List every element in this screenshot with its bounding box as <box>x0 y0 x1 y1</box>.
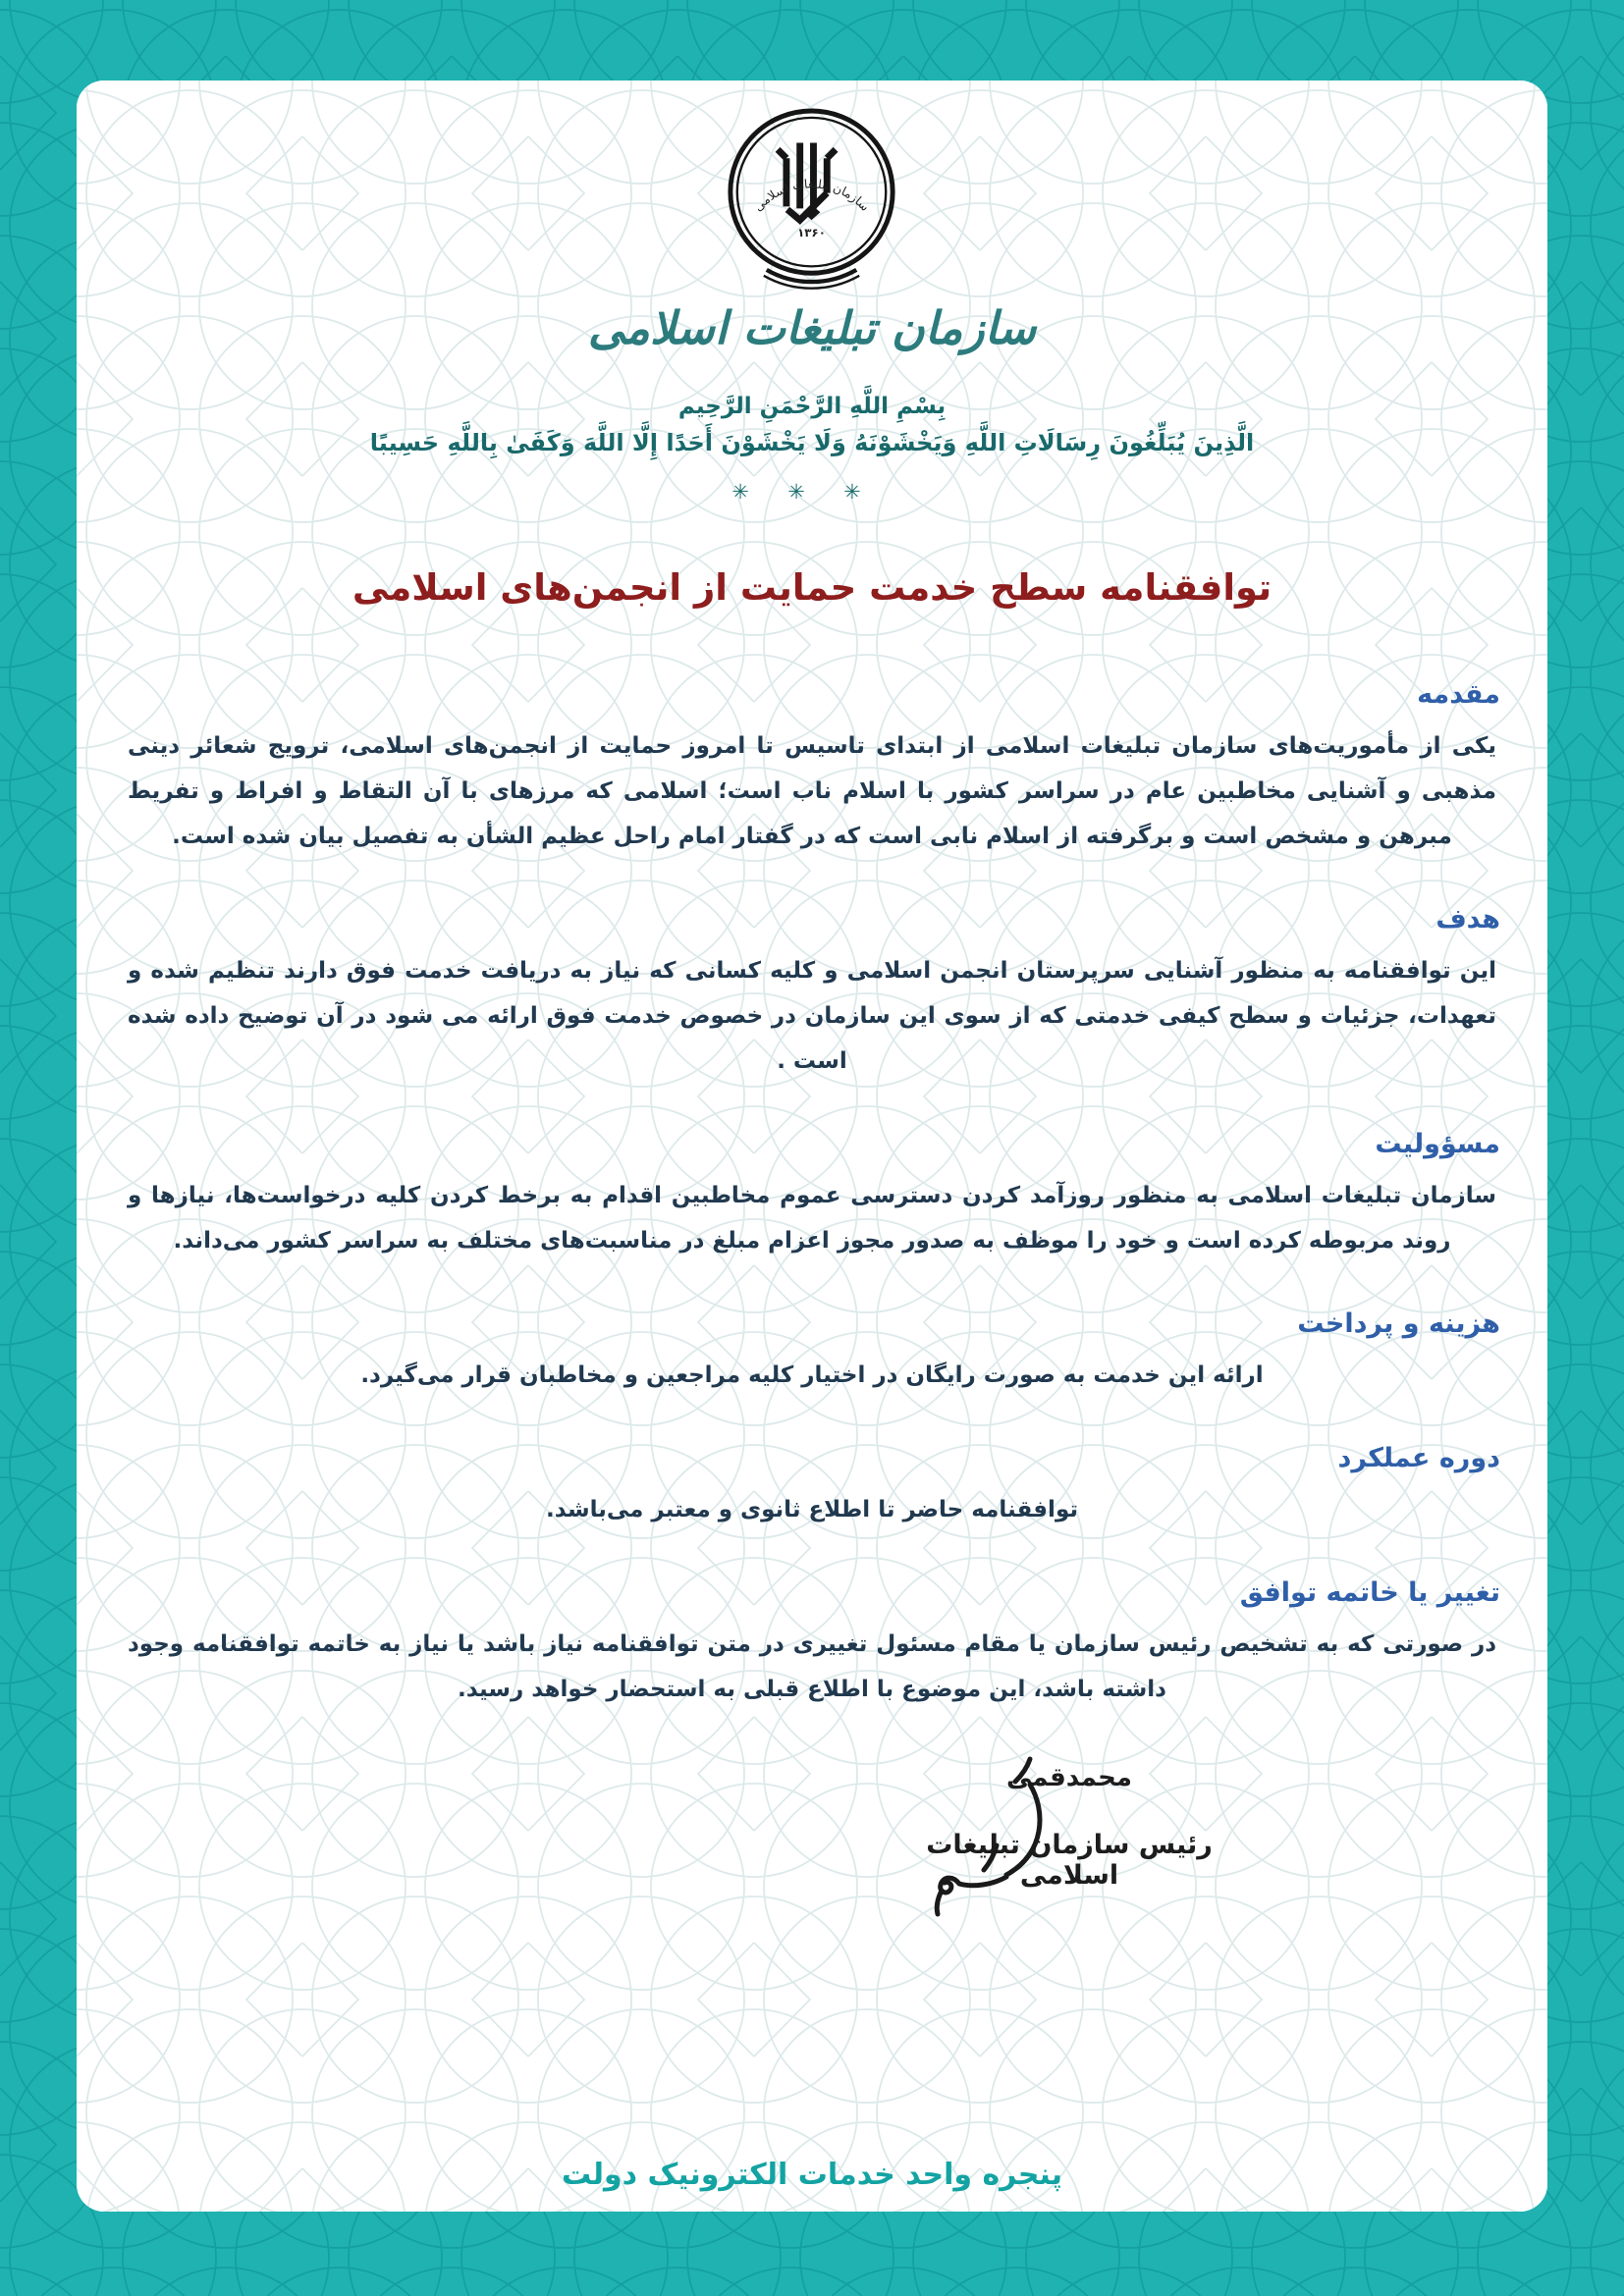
organization-emblem-icon <box>723 102 901 297</box>
section-cost-payment <box>124 1308 1500 1398</box>
signature-block <box>893 1763 1246 1891</box>
section-body: در صورتی که به تشخیص رئیس سازمان یا مقام مسئول تغییری در متن توافقنامه نیاز باشد یا نیاز به خاتمه توافقنامه وجود داشته باشد، این موضوع با اطلاع قبلی به استحضار خواهد رسید. <box>128 1631 1496 1702</box>
section-responsibility <box>124 1129 1500 1263</box>
section-body: یکی از مأموریت‌های سازمان تبلیغات اسلامی از ابتدای تاسیس تا امروز حمایت از انجمن‌های اسلامی، ترویج شعائر دینی مذهبی و آشنایی مخاطبین عام در سراسر کشور با اسلام ناب است؛ اسلامی که مرزهای با آن التقاط و افراط و تفریط مبرهن و مشخص است و برگرفته از اسلام نابی است که در گفتار امام راحل عظیم الشأن به تفصیل بیان شده است. <box>128 733 1496 849</box>
section-change-termination <box>124 1577 1500 1712</box>
section-goal <box>124 904 1500 1084</box>
section-body: سازمان تبلیغات اسلامی به منظور روزآمد کردن دسترسی عموم مخاطبین اقدام به برخط کردن کلیه درخواست‌ها، نیازها و روند مربوطه کرده است و خود را موظف به صدور مجوز اعزام مبلغ در مناسبت‌های مختلف به سراسر کشور می‌داند. <box>128 1183 1496 1254</box>
sections <box>124 679 1500 1712</box>
signatory-title: رئیس سازمان تبلیغات اسلامی <box>926 1830 1213 1891</box>
section-performance-period <box>124 1443 1500 1532</box>
section-heading: هدف <box>1435 904 1500 934</box>
signature-area <box>124 1763 1500 1891</box>
signatory-name: محمدقمی <box>1005 1763 1133 1792</box>
section-heading: مقدمه <box>1417 679 1500 710</box>
section-body: توافقنامه حاضر تا اطلاع ثانوی و معتبر می‌باشد. <box>546 1497 1078 1522</box>
section-body: این توافقنامه به منظور آشنایی سرپرستان انجمن اسلامی و کلیه کسانی که نیاز به دریافت خدمت فوق دارند تنظیم شده و تعهدات، جزئیات و سطح کیفی خدمتی که از سوی این سازمان در خصوص خدمت فوق ارائه می شود در آن توضیح داده شده است . <box>128 958 1496 1074</box>
emblem-year: ۱۳۶۰ <box>797 225 826 240</box>
section-heading: دوره عملکرد <box>1337 1443 1500 1473</box>
quran-verse-text: الَّذِینَ یُبَلِّغُونَ رِسَالَاتِ اللَّهِ وَیَخْشَوْنَهُ وَلَا یَخْشَوْنَ أَحَدًا إِلَّا اللَّهَ وَکَفَیٰ بِاللَّهِ حَسِیبًا <box>369 429 1255 456</box>
section-heading: مسؤولیت <box>1375 1129 1500 1159</box>
letter-sheet <box>77 80 1547 2212</box>
emblem-wrap <box>124 102 1500 301</box>
document-title: توافقنامه سطح خدمت حمایت از انجمن‌های اسلامی <box>352 566 1272 609</box>
section-body: ارائه این خدمت به صورت رایگان در اختیار کلیه مراجعین و مخاطبان قرار می‌گیرد. <box>360 1362 1264 1388</box>
calligraphy-logotype: سازمان تبلیغات اسلامی <box>587 301 1037 354</box>
emblem-curved-label: سازمان تبلیغات اسلامی <box>750 177 873 214</box>
section-introduction <box>124 679 1500 859</box>
ornament-asterisks: ✳ ✳ ✳ <box>731 480 877 504</box>
footer-text: پنجره واحد خدمات الکترونیک دولت <box>562 2158 1062 2192</box>
bismillah-text: بِسْمِ اللَّهِ الرَّحْمَنِ الرَّحِیم <box>677 394 947 419</box>
section-heading: هزینه و پرداخت <box>1297 1308 1500 1339</box>
section-heading: تغییر یا خاتمه توافق <box>1239 1577 1500 1608</box>
